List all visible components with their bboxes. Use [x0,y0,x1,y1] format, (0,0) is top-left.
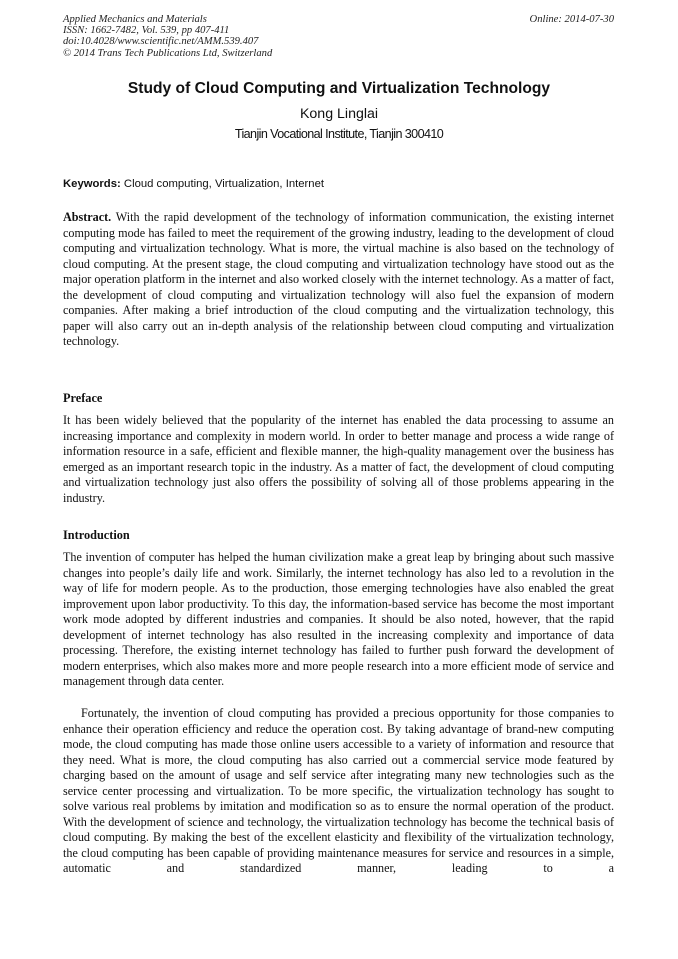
journal-header-meta [63,14,272,59]
keywords-label: Keywords: [63,178,121,190]
abstract-paragraph [63,210,614,350]
doi-line: doi:10.4028/www.scientific.net/AMM.539.407 [63,36,259,48]
author-name: Kong Linglai [299,106,379,122]
keywords-value: Cloud computing, Virtualization, Internet [120,178,325,190]
online-date: Online: 2014-07-30 [529,14,614,25]
copyright-line: © 2014 Trans Tech Publications Ltd, Switzerland [63,47,273,59]
keywords-line [63,177,324,191]
paper-title: Study of Cloud Computing and Virtualization Technology [127,80,551,97]
introduction-paragraph-1: The invention of computer has helped the human civilization make a great leap by bringing about such massive changes into people’s daily life and work. Similarly, the internet technology has also led to a revolution in the way of life for modern people. As to the production, those emerging technologies have also enabled the great improvement upon labor productivity. To this day, the information-based service has become the most important work mode adopted by different industries and companies. It should be also noted, however, that the rapid development of internet technology has also resulted in the increasing complexity and importance of data processing. Therefore, the existing internet technology has failed to further push forward the development of modern enterprises, which also makes more and more people research into a more efficient mode of service and management through data center. [63,550,614,689]
introduction-paragraph-2: Fortunately, the invention of cloud computing has provided a precious opportunity for those companies to enhance their operation efficiency and reduce the operation cost. By taking advantage of brand-new computing mode, the cloud computing has made those online users accessible to a variety of information and resource that they need. What is more, the cloud computing has also carried out a commercial service mode featured by charging based on the amount of usage and self service after integrating many new technologies such as the service center processing and virtualization. To be more specific, the virtualization technology has sought to solve various real problems by imitation and modification so as to ensure the normal operation of the product. With the development of science and technology, the virtualization technology has become the technical basis of cloud computing. By making the best of the excellent elasticity and flexibility of the virtualization technology, the cloud computing has been capable of providing maintenance measures for service and resources in a simple, automatic and standardized manner, leading to a [63,706,614,876]
section-heading-preface: Preface [63,391,103,405]
abstract-text: With the rapid development of the technology of information communication, the existing internet computing mode has failed to meet the requirement of the growing industry, leading to the development of cloud computing and virtualization technology. What is more, the virtual machine is also based on the technology of cloud computing. At the present stage, the cloud computing and virtualization technology have stood out as the major operation platform in the internet and also worked closely with the internet technology. As a matter of fact, the development of cloud computing and virtualization technology will also fuel the expansion of modern companies. After making a brief introduction of the cloud computing and the virtualization technology, this paper will also carry out an in-depth analysis of the relationship between cloud computing and virtualization technology. [63,210,614,349]
journal-name: Applied Mechanics and Materials [63,14,207,25]
section-heading-introduction: Introduction [63,528,130,542]
issn-line: ISSN: 1662-7482, Vol. 539, pp 407-411 [63,25,230,37]
author-affiliation: Tianjin Vocational Institute, Tianjin 300410 [234,127,444,141]
abstract-label: Abstract. [63,210,112,224]
preface-paragraph: It has been widely believed that the popularity of the internet has enabled the data processing to assume an increasing importance and complexity in modern world. In order to better manage and process a wide range of information resource in a safe, efficient and flexible manner, the high-quality management over the business has emerged as an important research topic in the industry. As a matter of fact, the development of cloud computing and virtualization technology just also offers the possibility of solving all of those problems appearing in the industry. [63,413,614,505]
